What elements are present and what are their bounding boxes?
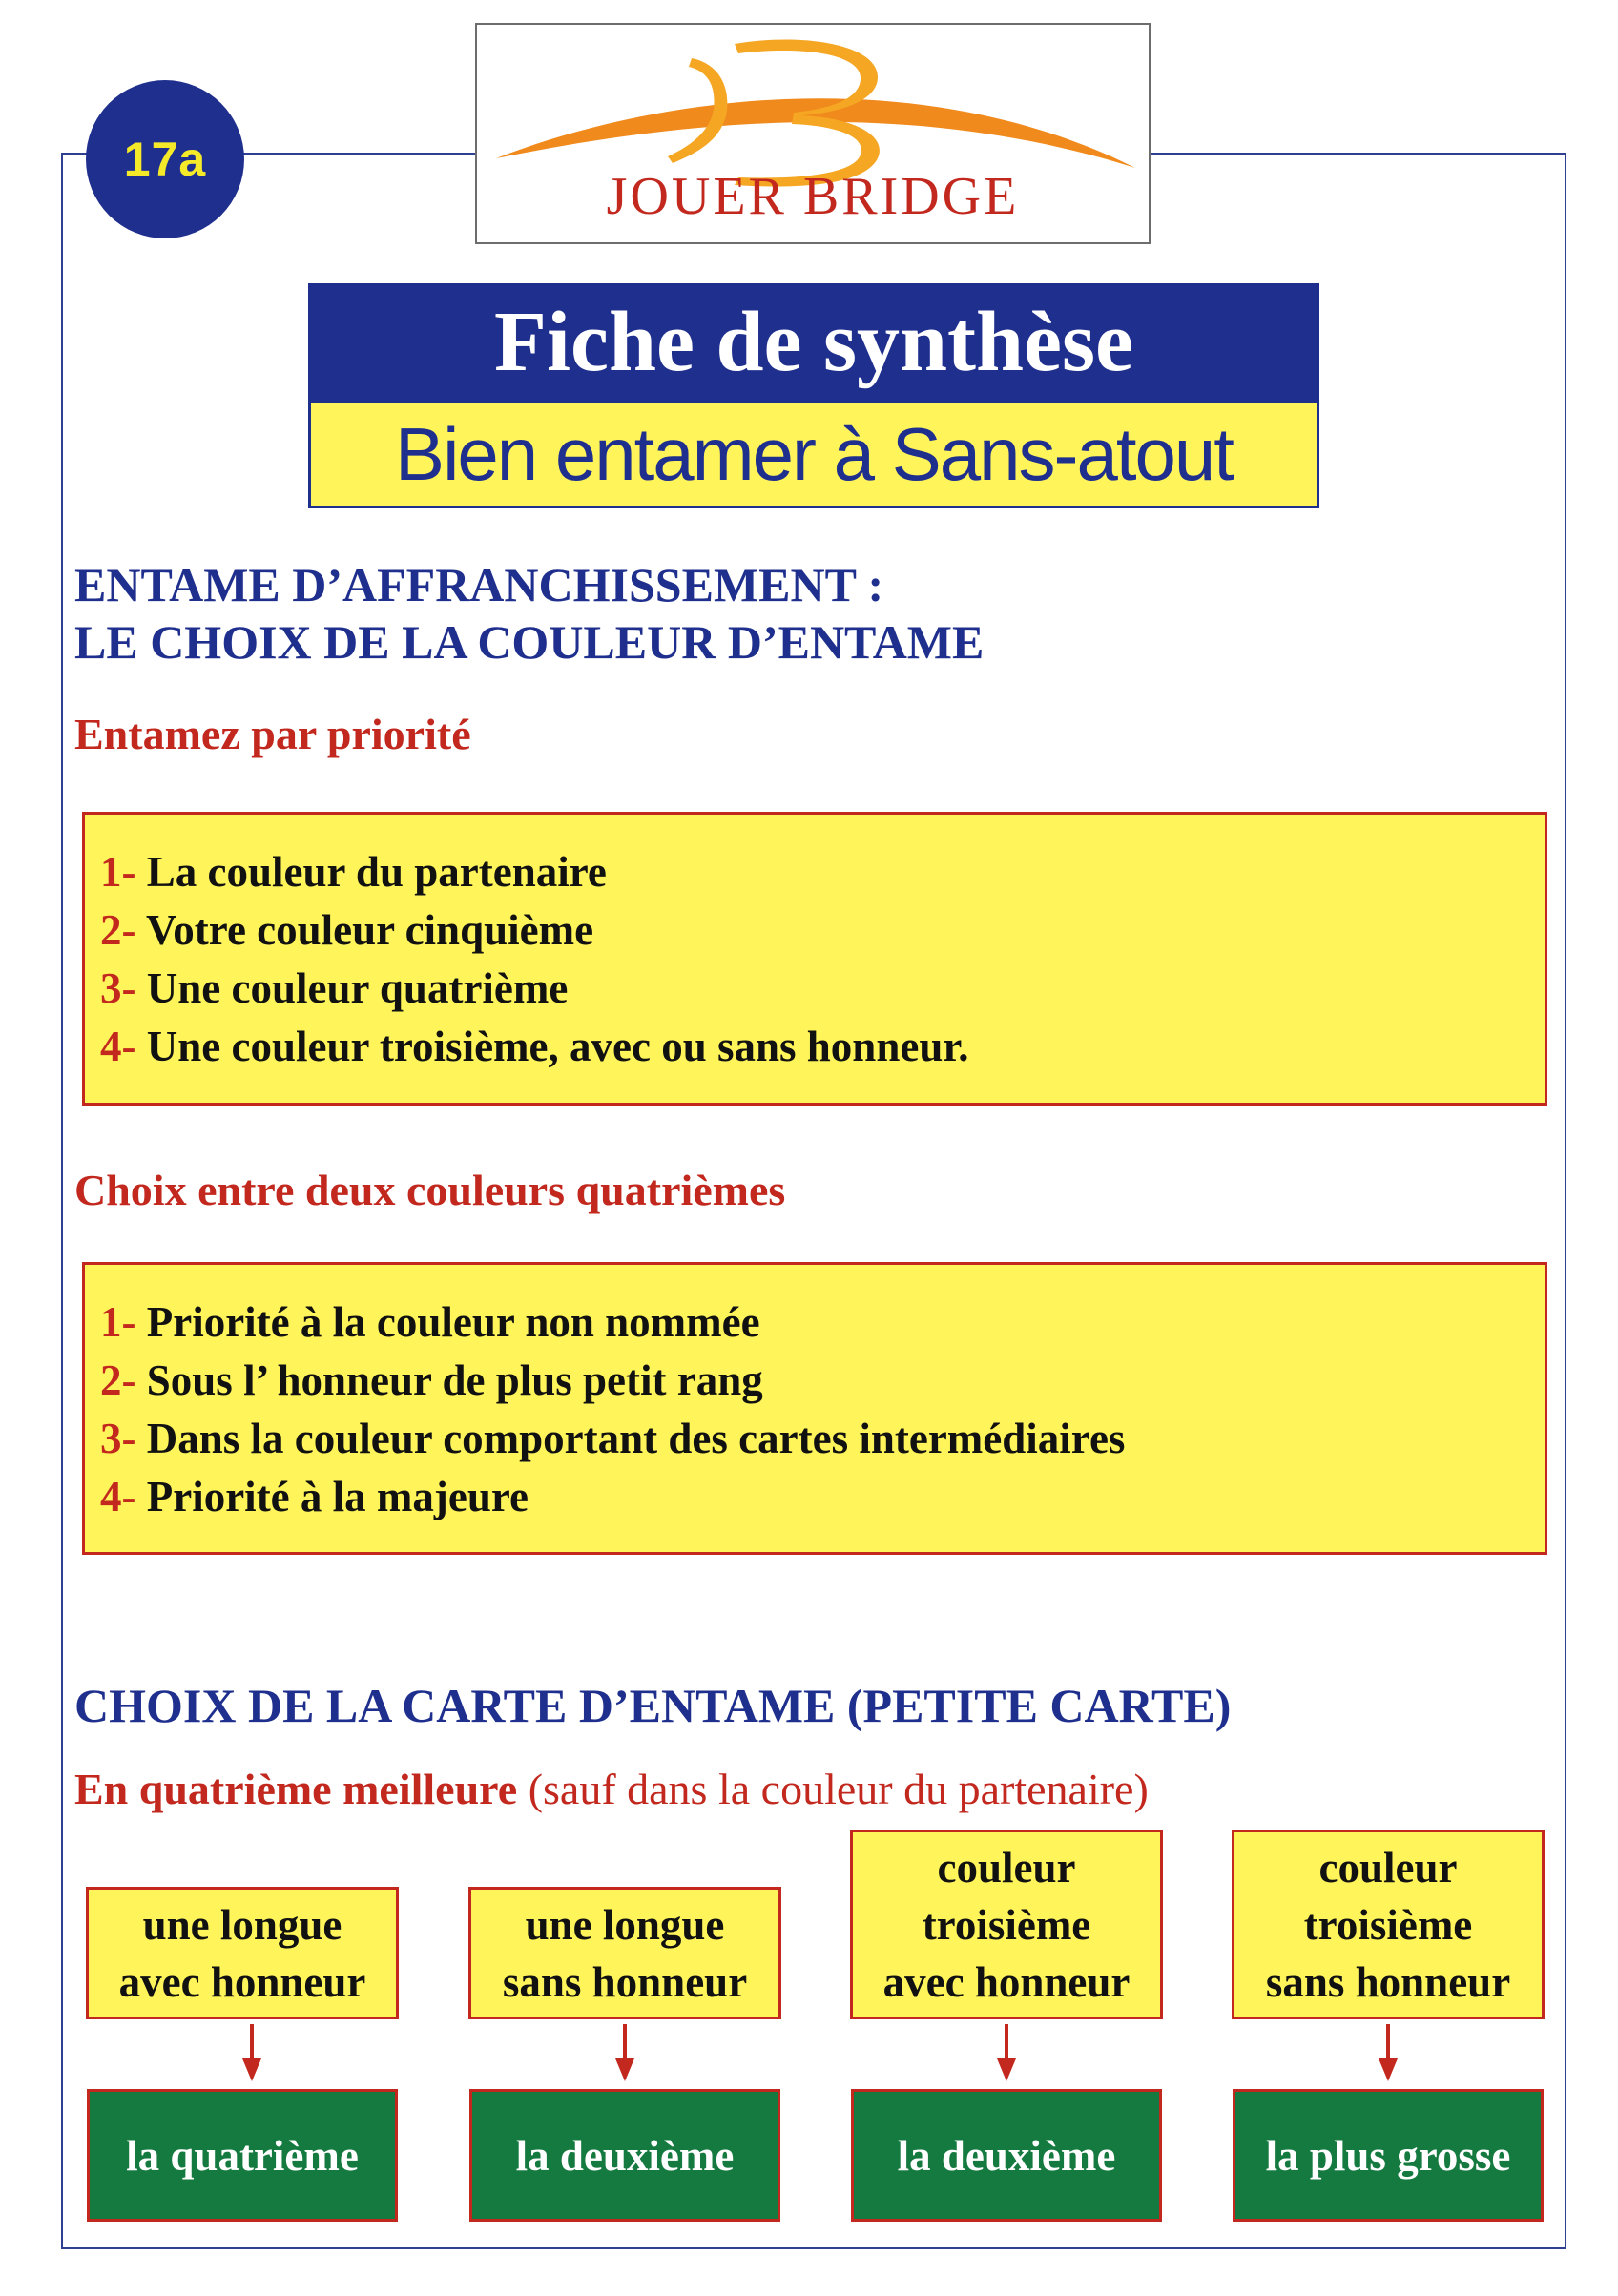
page-title: Fiche de synthèse (494, 294, 1133, 389)
item-text: Votre couleur cinquième (145, 906, 594, 954)
result-box-4 (1233, 2089, 1544, 2222)
choice-item (100, 1468, 1545, 1526)
priority-item (100, 901, 1545, 960)
down-arrow-icon (1379, 2024, 1398, 2081)
down-arrow-icon (997, 2024, 1016, 2081)
page-number-badge (86, 80, 244, 238)
condition-card-3 (850, 1830, 1163, 2019)
condition-text: une longue sans honneur (502, 1900, 748, 2006)
item-number: 4- (100, 1473, 136, 1520)
page-subtitle: Bien entamer à Sans-atout (395, 411, 1233, 496)
item-number: 1- (100, 1298, 136, 1346)
choice-item (100, 1293, 1545, 1352)
condition-card-1 (86, 1887, 399, 2019)
item-number: 2- (100, 906, 136, 954)
item-number: 2- (100, 1356, 136, 1404)
item-text: Priorité à la majeure (146, 1473, 529, 1520)
choice-box (82, 1262, 1547, 1555)
item-number: 3- (100, 964, 136, 1012)
item-number: 4- (100, 1023, 136, 1070)
priority-item (100, 960, 1545, 1018)
condition-card-4 (1232, 1830, 1545, 2019)
item-number: 3- (100, 1415, 136, 1462)
condition-card-2 (468, 1887, 781, 2019)
section2-heading: CHOIX DE LA CARTE D’ENTAME (PETITE CARTE) (74, 1679, 1232, 1732)
logo-text: JOUER BRIDGE (606, 167, 1020, 226)
section1-heading-line2: LE CHOIX DE LA COULEUR D’ENTAME (74, 615, 985, 669)
page-number: 17a (123, 133, 207, 186)
priority-item (100, 843, 1545, 901)
item-text: Une couleur troisième, avec ou sans honneur. (146, 1023, 969, 1070)
section1-heading-line1: ENTAME D’AFFRANCHISSEMENT : (74, 558, 884, 611)
item-text: Une couleur quatrième (146, 964, 569, 1012)
item-number: 1- (100, 848, 136, 896)
condition-text: couleur troisième sans honneur (1265, 1843, 1511, 2006)
card-choice-label-strong: En quatrième meilleure (74, 1765, 518, 1813)
card-choice-label (74, 1763, 1149, 1816)
subtitle-banner (308, 400, 1319, 508)
item-text: Dans la couleur comportant des cartes intermédiaires (146, 1415, 1126, 1462)
result-box-1 (87, 2089, 398, 2222)
result-box-2 (469, 2089, 780, 2222)
choice-item (100, 1352, 1545, 1410)
down-arrow-icon (615, 2024, 634, 2081)
result-text: la deuxième (515, 2131, 735, 2180)
choice-label: Choix entre deux couleurs quatrièmes (74, 1166, 786, 1214)
result-text: la deuxième (897, 2131, 1116, 2180)
priority-box (82, 812, 1547, 1106)
item-text: Priorité à la couleur non nommée (146, 1298, 760, 1346)
item-text: La couleur du partenaire (146, 848, 607, 896)
priority-item (100, 1018, 1545, 1076)
choice-item (100, 1410, 1545, 1468)
condition-text: couleur troisième avec honneur (882, 1843, 1131, 2006)
item-text: Sous l’ honneur de plus petit rang (146, 1356, 763, 1404)
result-text: la quatrième (126, 2131, 359, 2180)
down-arrow-icon (242, 2024, 261, 2081)
result-box-3 (851, 2089, 1162, 2222)
section1-heading (74, 556, 984, 671)
card-choice-label-note: (sauf dans la couleur du partenaire) (528, 1765, 1149, 1813)
logo (475, 23, 1151, 244)
condition-text: une longue avec honneur (118, 1900, 366, 2006)
priority-label: Entamez par priorité (74, 710, 471, 758)
title-banner (308, 283, 1319, 400)
result-text: la plus grosse (1265, 2131, 1511, 2180)
